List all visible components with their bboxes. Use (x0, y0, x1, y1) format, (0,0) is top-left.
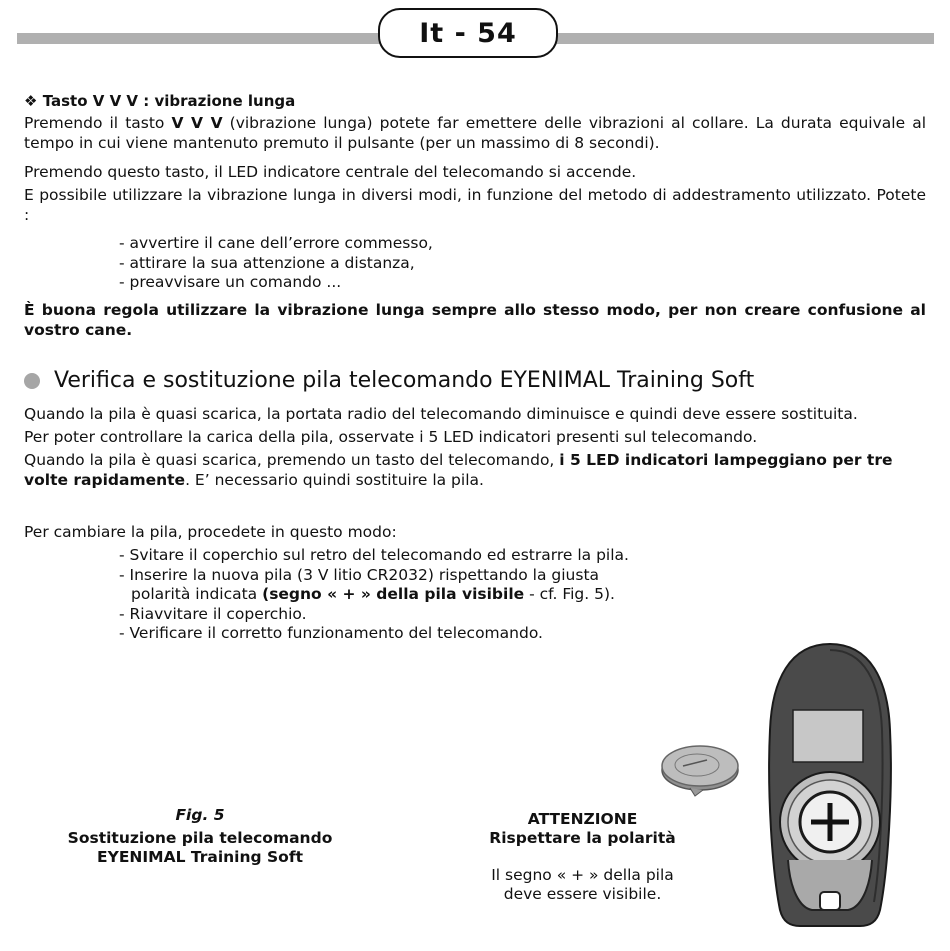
section1-bold-note: È buona regola utilizzare la vibrazione lunga sempre allo stesso modo, per non creare confusione al vostro cane. (24, 301, 926, 339)
header-rule-left (17, 33, 382, 44)
section2-paragraph-4: Per cambiare la pila, procedete in questo modo: (24, 523, 397, 541)
list-item: - avvertire il cane dell’errore commesso, (119, 234, 433, 252)
list-item: - Svitare il coperchio sul retro del telecomando ed estrarre la pila. (119, 546, 629, 564)
section1-paragraph-2: Premendo questo tasto, il LED indicatore centrale del telecomando si accende. (24, 163, 637, 181)
list-item: - Riavvitare il coperchio. (119, 604, 307, 623)
figure-caption (50, 806, 350, 867)
section1-paragraph-1: Premendo il tasto V V V (vibrazione lunga) potete far emettere delle vibrazioni al collare. La durata equivale al tempo in cui viene mantenuto premuto il pulsante (per un massimo di 8 secondi). (24, 114, 927, 152)
section2-paragraph-1: Quando la pila è quasi scarica, la portata radio del telecomando diminuisce e quindi deve essere sostituita. (24, 405, 858, 423)
section1-list (24, 234, 919, 293)
list-item-continuation: polarità indicata (segno « + » della pila visibile - cf. Fig. 5). (131, 585, 615, 603)
list-item: - Inserire la nuova pila (3 V litio CR2032) rispettando la giusta (119, 565, 600, 584)
figure-label: Fig. 5 (175, 806, 225, 824)
attention-note: Il segno « + » della pila (491, 866, 674, 884)
figure-caption-line: Sostituzione pila telecomando (67, 829, 333, 847)
battery-coin-icon (655, 740, 745, 800)
page-number-badge (378, 8, 558, 58)
circle-bullet-icon (24, 373, 40, 389)
figure-caption-line: EYENIMAL Training Soft (97, 848, 303, 866)
attention-title: ATTENZIONE (527, 810, 638, 828)
section2-steps (24, 546, 784, 644)
section1-paragraph-3: E possibile utilizzare la vibrazione lunga in diversi modi, in funzione del metodo di addestramento utilizzato. Potete : (24, 186, 926, 224)
header-rule-right (553, 33, 934, 44)
diamond-bullet-icon: ❖ (24, 92, 38, 110)
list-item: - attirare la sua attenzione a distanza, (119, 253, 415, 272)
section2-paragraph-2: Per poter controllare la carica della pila, osservate i 5 LED indicatori presenti sul telecomando. (24, 428, 758, 446)
attention-subtitle: Rispettare la polarità (489, 829, 676, 847)
list-item: - preavvisare un comando ... (119, 273, 342, 291)
section2-heading: Verifica e sostituzione pila telecomando EYENIMAL Training Soft (24, 368, 754, 393)
remote-control-icon (760, 640, 900, 930)
section2-paragraph-3: Quando la pila è quasi scarica, premendo un tasto del telecomando, i 5 LED indicatori lampeggiano per tre volte rapidamente. E’ necessario quindi sostituire la pila. (24, 451, 893, 489)
page-label: It - 54 (419, 17, 517, 49)
list-item: - Verificare il corretto funzionamento del telecomando. (119, 624, 543, 642)
section1-heading: ❖ Tasto V V V : vibrazione lunga (24, 92, 296, 110)
attention-block (470, 810, 695, 904)
attention-note: deve essere visibile. (503, 885, 662, 903)
